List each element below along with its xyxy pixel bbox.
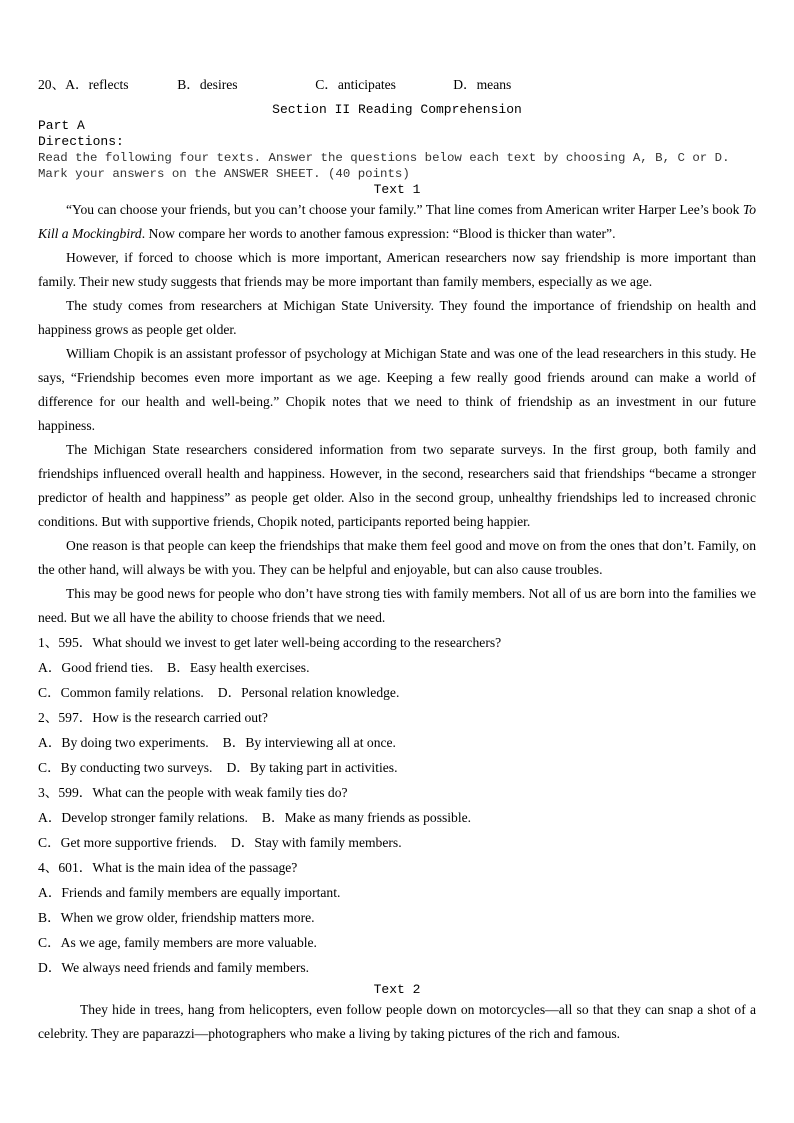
question-option: B．When we grow older, friendship matters more.	[38, 910, 315, 925]
text1-paragraph: The Michigan State researchers considered information from two separate surveys. In the first group, both family and friendships influenced overall health and happiness. However, in the second, researchers said that friendships “became a stronger predictor of health and happiness” as people get older. Also in the second group, unhealthy friendships led to increased chronic conditions. But with supportive friends, Chopik noted, participants reported being happier.	[38, 442, 756, 529]
section-title: Section II Reading Comprehension	[272, 102, 522, 117]
option-c: C．anticipates	[315, 77, 396, 92]
part-label: Part A	[38, 118, 85, 133]
option: D．Personal relation knowledge.	[217, 685, 400, 700]
text1-paragraph: However, if forced to choose which is more important, American researchers now say friendship is more important than family. Their new study suggests that friends may be more important than family members, especially as we age.	[38, 250, 756, 289]
option: A．Good friend ties.	[38, 660, 154, 675]
question-options	[38, 655, 756, 680]
option-d: D．means	[453, 77, 512, 92]
directions-text: Read the following four texts. Answer the questions below each text by choosing A, B, C or D. Mark your answers on the ANSWER SHEET. (40 points)	[38, 151, 730, 181]
question-list	[38, 630, 756, 980]
option: D．By taking part in activities.	[226, 760, 398, 775]
option: C．By conducting two surveys.	[38, 760, 213, 775]
question-options	[38, 830, 756, 855]
question-options	[38, 755, 756, 780]
directions-label: Directions:	[38, 134, 124, 149]
option: D．Stay with family members.	[230, 835, 402, 850]
paragraph-text: . Now compare her words to another famous expression: “Blood is thicker than water”.	[141, 226, 616, 241]
question-options	[38, 730, 756, 755]
option: C．Get more supportive friends.	[38, 835, 217, 850]
text1-title: Text 1	[373, 182, 421, 197]
question-stem: 2、597．How is the research carried out?	[38, 710, 268, 725]
option: B．Make as many friends as possible.	[261, 810, 472, 825]
option-b: B．desires	[177, 77, 238, 92]
question-number: 20、	[38, 77, 66, 92]
document-page	[38, 76, 756, 1046]
question-option: A．Friends and family members are equally important.	[38, 885, 341, 900]
option: A．By doing two experiments.	[38, 735, 209, 750]
text1-paragraph	[38, 198, 756, 246]
question-option: C．As we age, family members are more valuable.	[38, 935, 317, 950]
question-stem: 1、595．What should we invest to get later well-being according to the researchers?	[38, 635, 502, 650]
text1-paragraph: The study comes from researchers at Michigan State University. They found the importance of friendship on health and happiness grows as people get older.	[38, 298, 756, 337]
option: A．Develop stronger family relations.	[38, 810, 248, 825]
text1-paragraph: One reason is that people can keep the friendships that make them feel good and move on from the ones that don’t. Family, on the other hand, will always be with you. They can be helpful and enjoyable, but can also cause troubles.	[38, 538, 756, 577]
text2-title: Text 2	[373, 982, 421, 997]
question-options	[38, 680, 756, 705]
text1-paragraph: William Chopik is an assistant professor of psychology at Michigan State and was one of the lead researchers in this study. He says, “Friendship becomes even more important as we age. Keeping a few really good friends around can make a world of difference for our health and well-being.” Chopik notes that we need to think of friendship as an investment in our future happiness.	[38, 346, 756, 433]
question-stem: 4、601．What is the main idea of the passage?	[38, 860, 298, 875]
option: B．Easy health exercises.	[167, 660, 310, 675]
question-option: D．We always need friends and family members.	[38, 960, 310, 975]
question-stem: 3、599．What can the people with weak family ties do?	[38, 785, 348, 800]
text2-paragraph: They hide in trees, hang from helicopters, even follow people down on motorcycles—all so that they can snap a shot of a celebrity. They are paparazzi—photographers who make a living by taking pictures of the rich and famous.	[38, 1002, 756, 1041]
book-title: To Kill a Mockingbird	[38, 202, 756, 241]
option: C．Common family relations.	[38, 685, 204, 700]
option: B．By interviewing all at once.	[222, 735, 396, 750]
paragraph-text: “You can choose your friends, but you can’t choose your family.” That line comes from American writer Harper Lee’s book	[66, 202, 743, 217]
question-20-options	[38, 76, 756, 96]
question-options	[38, 805, 756, 830]
option-a: A．reflects	[65, 77, 129, 92]
text1-paragraph: This may be good news for people who don’t have strong ties with family members. Not all of us are born into the families we need. But we all have the ability to choose friends that we need.	[38, 586, 756, 625]
